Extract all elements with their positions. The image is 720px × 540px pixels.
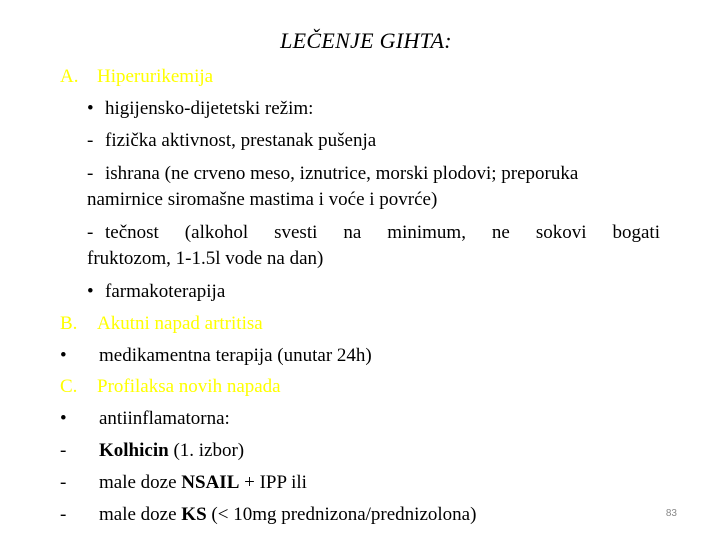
list-item: fizička aktivnost, prestanak pušenja: [105, 130, 377, 151]
bullet-marker: •: [87, 281, 94, 302]
list-item: medikamentna terapija (unutar 24h): [99, 345, 372, 366]
list-item-text: male doze: [99, 472, 182, 493]
list-item-continuation: namirnice siromašne mastima i voće i povrće): [87, 189, 438, 210]
list-item-text: male doze: [99, 504, 182, 525]
list-item-text: (< 10mg prednizona/prednizolona): [206, 504, 477, 525]
dash-marker: -: [60, 472, 67, 493]
dash-marker: -: [87, 130, 94, 151]
list-item-text: + IPP ili: [239, 472, 307, 493]
drug-name: Kolhicin: [99, 440, 169, 461]
list-item-text: (1. izbor): [168, 440, 245, 461]
dash-marker: -: [87, 222, 94, 243]
list-item: [99, 472, 307, 494]
bullet-marker: •: [60, 408, 67, 429]
dash-marker: -: [87, 163, 94, 184]
drug-name: NSAIL: [181, 472, 240, 493]
list-item: tečnost (alkohol svesti na minimum, ne sokovi bogati: [105, 222, 660, 243]
section-c-marker: C.: [60, 376, 78, 397]
list-item: farmakoterapija: [105, 281, 226, 302]
section-c-heading: Profilaksa novih napada: [97, 376, 281, 397]
list-item: antiinflamatorna:: [99, 408, 230, 429]
bullet-marker: •: [60, 345, 67, 366]
section-a-marker: A.: [60, 66, 79, 87]
list-item: [99, 440, 244, 462]
drug-name: KS: [181, 504, 207, 525]
list-item: [99, 504, 476, 526]
list-item-continuation: fruktozom, 1-1.5l vode na dan): [87, 248, 324, 269]
list-item: higijensko-dijetetski režim:: [105, 98, 314, 119]
page-number: 83: [665, 508, 677, 519]
list-item: ishrana (ne crveno meso, iznutrice, morski plodovi; preporuka: [105, 163, 579, 184]
bullet-marker: •: [87, 98, 94, 119]
dash-marker: -: [60, 504, 67, 525]
section-a-heading: Hiperurikemija: [97, 66, 214, 87]
dash-marker: -: [60, 440, 67, 461]
slide-title: LEČENJE GIHTA:: [280, 28, 452, 53]
section-b-heading: Akutni napad artritisa: [97, 313, 263, 334]
section-b-marker: B.: [60, 313, 78, 334]
